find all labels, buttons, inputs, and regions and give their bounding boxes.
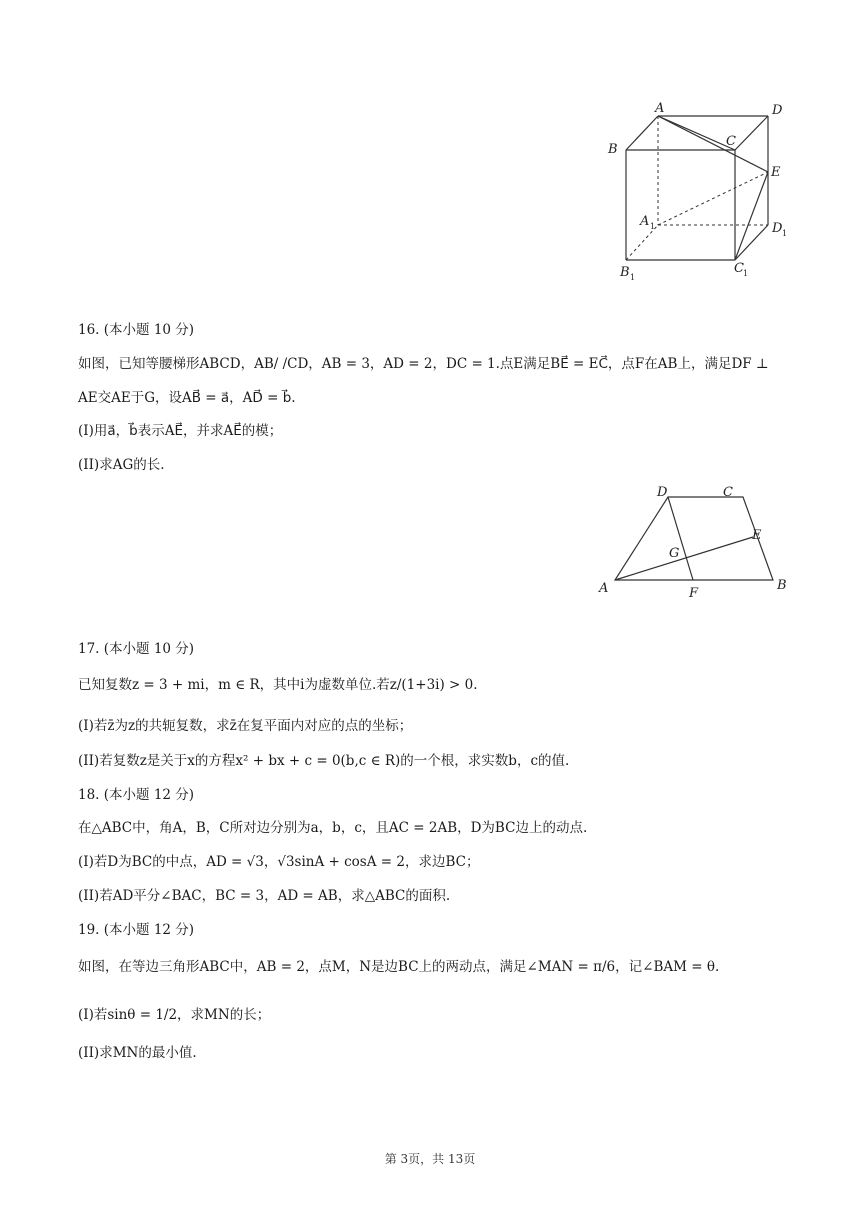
- q16-part2: (II)求AG的长.: [78, 457, 165, 473]
- page-footer: 第 3页，共 13页: [384, 1152, 476, 1166]
- q16-line2: AE交AE于G，设AB⃗ = a⃗，AD⃗ = b⃗.: [78, 390, 296, 406]
- q16-line1: 如图，已知等腰梯形ABCD，AB/ /CD，AB = 3，AD = 2，DC = 1.点E满足BE⃗ = EC⃗，点F在AB上，满足DF ⊥: [78, 356, 769, 372]
- q16-part1: (I)用a⃗，b⃗表示AE⃗，并求AE⃗的模；: [78, 423, 283, 439]
- q17-line1: 已知复数z = 3 + mi，m ∈ R，其中i为虚数单位.若z/(1+3i) > 0.: [78, 677, 478, 693]
- cube-label-D1-sub: 1: [782, 229, 788, 238]
- cube-label-D: D: [772, 103, 783, 118]
- q19-title: 19. (本小题 12 分): [78, 922, 195, 938]
- cube-label-B1: B: [620, 265, 630, 280]
- trap-label-F: F: [689, 586, 699, 601]
- cube-label-A1: A: [640, 214, 650, 229]
- trap-label-D: D: [657, 485, 668, 500]
- q18-part1: (I)若D为BC的中点，AD = √3，√3sinA + cosA = 2，求边BC；: [78, 854, 480, 870]
- q18-title: 18. (本小题 12 分): [78, 787, 195, 803]
- cube-label-C1: C: [734, 261, 744, 276]
- q19-part1: (I)若sinθ = 1/2，求MN的长；: [78, 1007, 271, 1023]
- trap-label-A: A: [599, 581, 609, 596]
- q17-title: 17. (本小题 10 分): [78, 641, 195, 657]
- q18-line1: 在△ABC中，角A，B，C所对边分别为a，b，c，且AC = 2AB，D为BC边上的动点.: [78, 820, 588, 836]
- cube-label-D1: D: [772, 221, 783, 236]
- q17-part1: (I)若z̄为z的共轭复数，求z̄在复平面内对应的点的坐标；: [78, 718, 413, 734]
- q16-title: 16. (本小题 10 分): [78, 322, 195, 338]
- cube-label-B1-sub: 1: [630, 273, 636, 282]
- q19-line1: 如图，在等边三角形ABC中，AB = 2，点M，N是边BC上的两动点，满足∠MAN = π/6，记∠BAM = θ.: [78, 959, 720, 975]
- cube-label-A: A: [655, 101, 665, 116]
- cube-label-C: C: [726, 134, 736, 149]
- q19-part2: (II)求MN的最小值.: [78, 1045, 197, 1061]
- cube-label-C1-sub: 1: [743, 269, 749, 278]
- q18-part2: (II)若AD平分∠BAC，BC = 3，AD = AB，求△ABC的面积.: [78, 888, 451, 904]
- trap-label-G: G: [669, 546, 680, 561]
- trap-label-C: C: [723, 485, 733, 500]
- q17-part2: (II)若复数z是关于x的方程x² + bx + c = 0(b,c ∈ R)的一个根，求实数b，c的值.: [78, 753, 570, 769]
- trap-label-E: E: [752, 528, 762, 543]
- trap-label-B: B: [777, 578, 787, 593]
- cube-label-E: E: [771, 165, 781, 180]
- cube-label-B: B: [608, 142, 618, 157]
- cube-figure: [600, 100, 800, 290]
- trapezoid-figure: [595, 482, 795, 602]
- cube-label-A1-sub: 1: [650, 222, 656, 231]
